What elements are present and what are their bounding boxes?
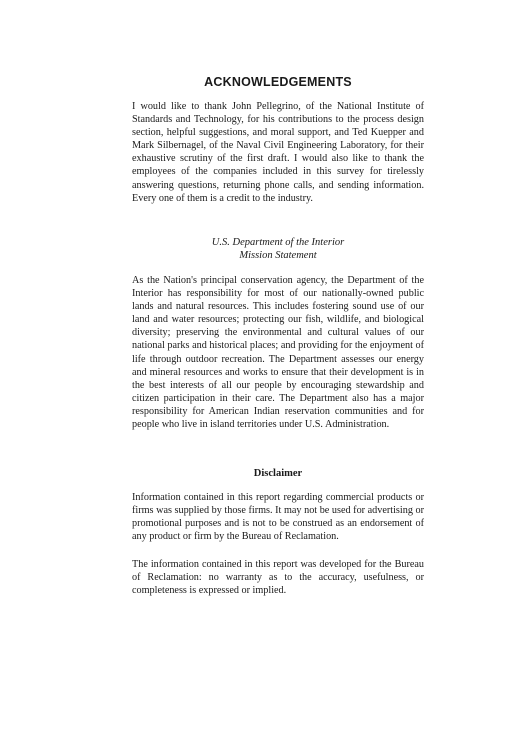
disclaimer-paragraph-1: Information contained in this report regarding commercial products or firms was supplied by those firms. It may not be used for advertising or promotional purposes and is not to be construed as an endorsement of any product or firm by the Bureau of Reclamation. [132, 492, 424, 543]
mission-heading-department: U.S. Department of the Interior [211, 237, 345, 248]
acknowledgements-paragraph: I would like to thank John Pellegrino, of the National Institute of Standards and Technology, for his contributions to the process design section, helpful suggestions, and moral support, and Ted Kuepper and Mark Silbernagel, of the Naval Civil Engineering Laboratory, for their exhaustive scrutiny of the first draft. I would also like to thank the employees of the companies included in this survey for tirelessly answering questions, returning phone calls, and sending information. Every one of them is a credit to the industry. [132, 101, 424, 204]
acknowledgements-heading: ACKNOWLEDGEMENTS [204, 75, 352, 89]
disclaimer-heading: Disclaimer [253, 468, 303, 479]
disclaimer-paragraph-2: The information contained in this report was developed for the Bureau of Reclamation: no warranty as to the accuracy, usefulness, or completeness is expressed or implied. [132, 559, 424, 597]
mission-statement-paragraph: As the Nation's principal conservation agency, the Department of the Interior has responsibility for most of our nationally-owned public lands and natural resources. This includes fostering sound use of our land and water resources; protecting our fish, wildlife, and biological diversity; preserving the environmental and cultural values of our national parks and historical places; and providing for the enjoyment of life through outdoor recreation. The Department assesses our energy and mineral resources and works to ensure that their development is in the best interests of all our people by encouraging stewardship and citizen participation in their care. The Department also has a major responsibility for American Indian reservation communities and for people who live in island territories under U.S. Administration. [132, 275, 424, 431]
mission-statement-heading [132, 236, 424, 262]
mission-heading-title: Mission Statement [239, 250, 317, 261]
